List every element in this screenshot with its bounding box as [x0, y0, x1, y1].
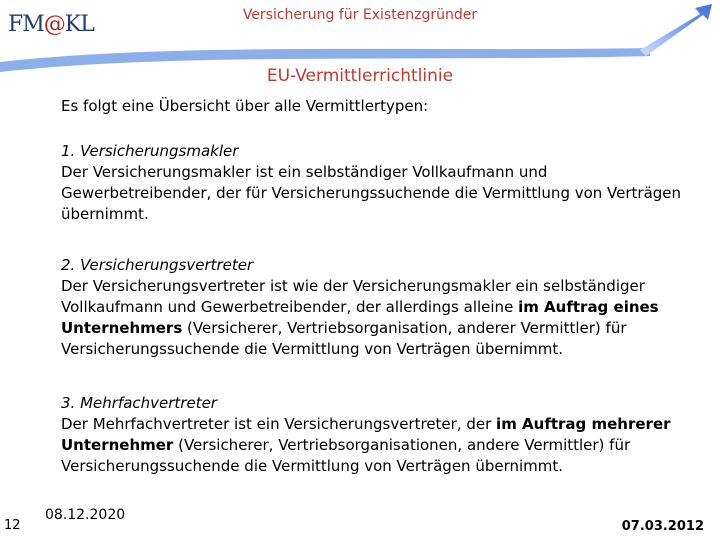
header-title: Versicherung für Existenzgründer: [242, 7, 478, 23]
list-item-versicherungsmakler: [61, 141, 701, 225]
section-title: EU-Vermittlerrichtlinie: [266, 66, 454, 86]
item-text-bold: im Auftrag mehrerer Unternehmer: [61, 415, 671, 454]
list-item-versicherungsvertreter: [61, 255, 701, 360]
item-text-a: Der Mehrfachvertreter ist ein Versicherungsvertreter, der: [61, 415, 497, 433]
page-number: 12: [4, 518, 21, 533]
date-right: 07.03.2012: [621, 519, 704, 534]
date-left: 08.12.2020: [45, 507, 126, 523]
item-text-b: (Versicherer, Vertriebsorganisationen, andere Vermittler) für Versicherungssuchende die Vermittlung von Verträgen übernimmt.: [61, 436, 631, 475]
item-heading: 1. Versicherungsmakler: [61, 142, 239, 160]
item-text: Der Versicherungsmakler ist ein selbständiger Vollkaufmann und Gewerbetreibender, der für Versicherungssuchende die Vermittlung von Verträgen übernimmt.: [61, 163, 682, 223]
item-text-b: (Versicherer, Vertriebsorganisation, anderer Vermittler) für Versicherungssuchende die Vermittlung von Verträgen übernimmt.: [61, 319, 627, 358]
item-text-bold: im Auftrag eines Unternehmers: [61, 298, 659, 337]
item-heading: 2. Versicherungsvertreter: [61, 256, 254, 274]
intro-text: Es folgt eine Übersicht über alle Vermittlertypen:: [61, 97, 429, 115]
list-item-mehrfachvertreter: [61, 393, 701, 477]
item-heading: 3. Mehrfachvertreter: [61, 394, 217, 412]
logo-text: FM@KL: [8, 12, 94, 37]
item-text-a: Der Versicherungsvertreter ist wie der Versicherungsmakler ein selbständiger Vollkaufmann und Gewerbetreibender, der allerdings alleine: [61, 277, 645, 316]
